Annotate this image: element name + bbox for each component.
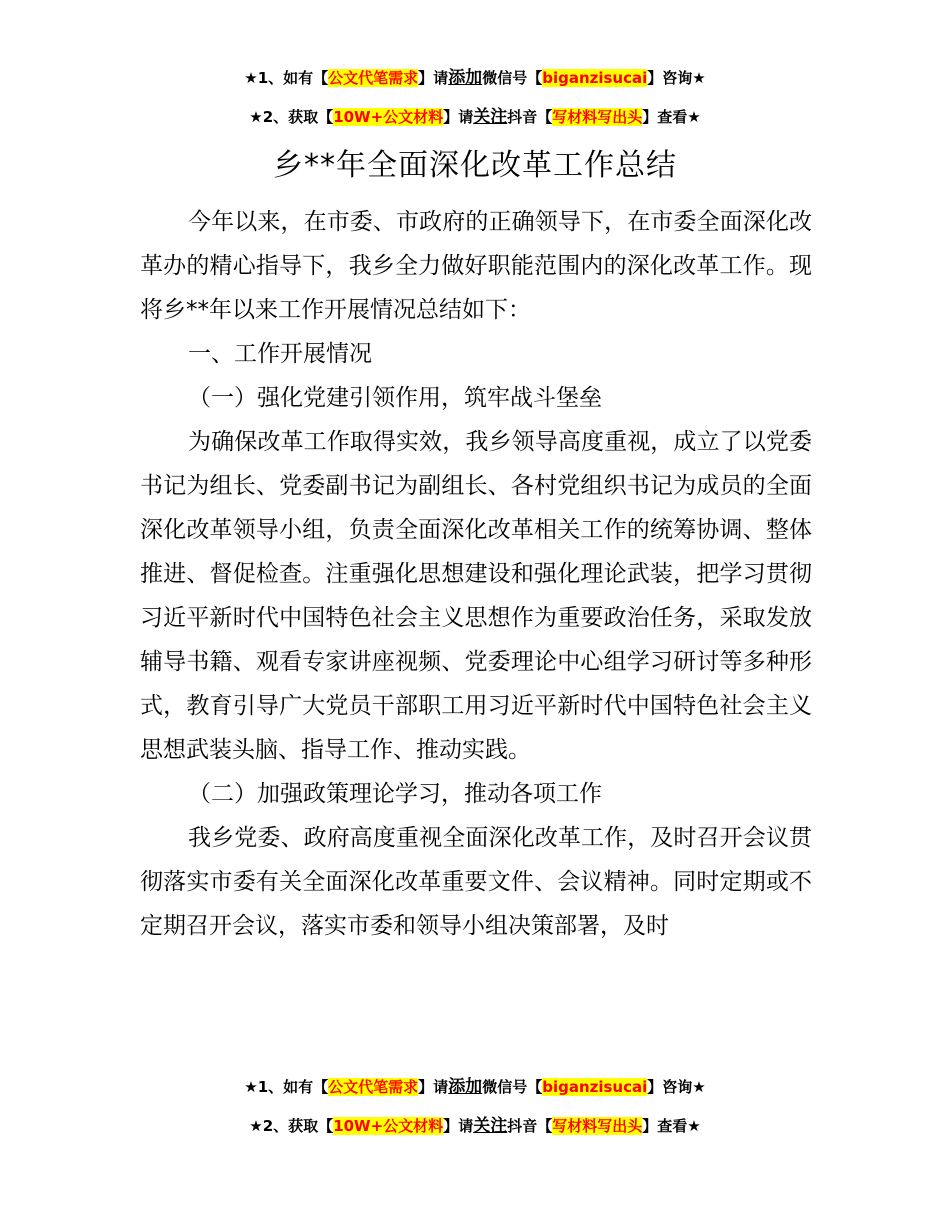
star-icon: ★: [244, 69, 258, 87]
header-banner-line-1: [0, 68, 950, 88]
banner-text: 微信号【: [482, 69, 543, 87]
banner-text: 】请: [418, 69, 449, 87]
banner-text: 】查看: [642, 1117, 688, 1135]
banner-text: 微信号【: [482, 1078, 543, 1096]
highlight-materials: 10W+公文材料: [333, 108, 444, 126]
banner-text: 抖音【: [507, 108, 553, 126]
banner-text: 1、如有【: [257, 1078, 329, 1096]
paragraph-intro: 今年以来，在市委、市政府的正确领导下，在市委全面深化改革办的精心指导下，我乡全力做好职能范围内的深化改革工作。现将乡**年以来工作开展情况总结如下：: [140, 209, 812, 323]
star-icon: ★: [692, 69, 706, 87]
footer-banner-line-1: [0, 1077, 950, 1097]
banner-text: 】咨询: [647, 69, 693, 87]
banner-text: 】请: [443, 1117, 474, 1135]
document-body: [140, 200, 812, 948]
paragraph-party-building: 为确保改革工作取得实效，我乡领导高度重视，成立了以党委书记为组长、党委副书记为副组长、各村党组织书记为成员的全面深化改革领导小组，负责全面深化改革相关工作的统筹协调、整体推进、督促检查。注重强化思想建设和强化理论武装，把学习贯彻习近平新时代中国特色社会主义思想作为重要政治任务，采取发放辅导书籍、观看专家讲座视频、党委理论中心组学习研讨等多种形式，教育引导广大党员干部职工用习近平新时代中国特色社会主义思想武装头脑、指导工作、推动实践。: [140, 429, 812, 763]
emphasis-add: 添加: [448, 1077, 483, 1097]
header-banner-line-2: [0, 107, 950, 127]
highlight-materials: 10W+公文材料: [333, 1117, 444, 1135]
subsection-heading-1: （一）强化党建引领作用，筑牢战斗堡垒: [188, 385, 602, 411]
star-icon: ★: [687, 108, 701, 126]
footer-banner-line-2: [0, 1116, 950, 1136]
banner-text: 】请: [418, 1078, 449, 1096]
banner-text: 2、获取【: [262, 108, 334, 126]
star-icon: ★: [692, 1078, 706, 1096]
highlight-douyin-account: 写材料写出头: [552, 108, 643, 126]
highlight-wechat-id: biganzisucai: [542, 69, 648, 87]
emphasis-follow: 关注: [473, 1116, 508, 1136]
banner-text: 抖音【: [507, 1117, 553, 1135]
document-title: 乡**年全面深化改革工作总结: [273, 148, 677, 183]
highlight-ghostwriting: 公文代笔需求: [328, 1078, 419, 1096]
highlight-douyin-account: 写材料写出头: [552, 1117, 643, 1135]
banner-text: 2、获取【: [262, 1117, 334, 1135]
banner-text: 】请: [443, 108, 474, 126]
highlight-wechat-id: biganzisucai: [542, 1078, 648, 1096]
banner-text: 】咨询: [647, 1078, 693, 1096]
section-heading-1: 一、工作开展情况: [188, 341, 372, 367]
emphasis-add: 添加: [448, 68, 483, 88]
star-icon: ★: [249, 1117, 263, 1135]
star-icon: ★: [687, 1117, 701, 1135]
emphasis-follow: 关注: [473, 107, 508, 127]
banner-text: 1、如有【: [257, 69, 329, 87]
paragraph-policy-study: 我乡党委、政府高度重视全面深化改革工作，及时召开会议贯彻落实市委有关全面深化改革重要文件、会议精神。同时定期或不定期召开会议，落实市委和领导小组决策部署，及时: [140, 825, 812, 939]
subsection-heading-2: （二）加强政策理论学习，推动各项工作: [188, 781, 602, 807]
star-icon: ★: [249, 108, 263, 126]
star-icon: ★: [244, 1078, 258, 1096]
banner-text: 】查看: [642, 108, 688, 126]
highlight-ghostwriting: 公文代笔需求: [328, 69, 419, 87]
